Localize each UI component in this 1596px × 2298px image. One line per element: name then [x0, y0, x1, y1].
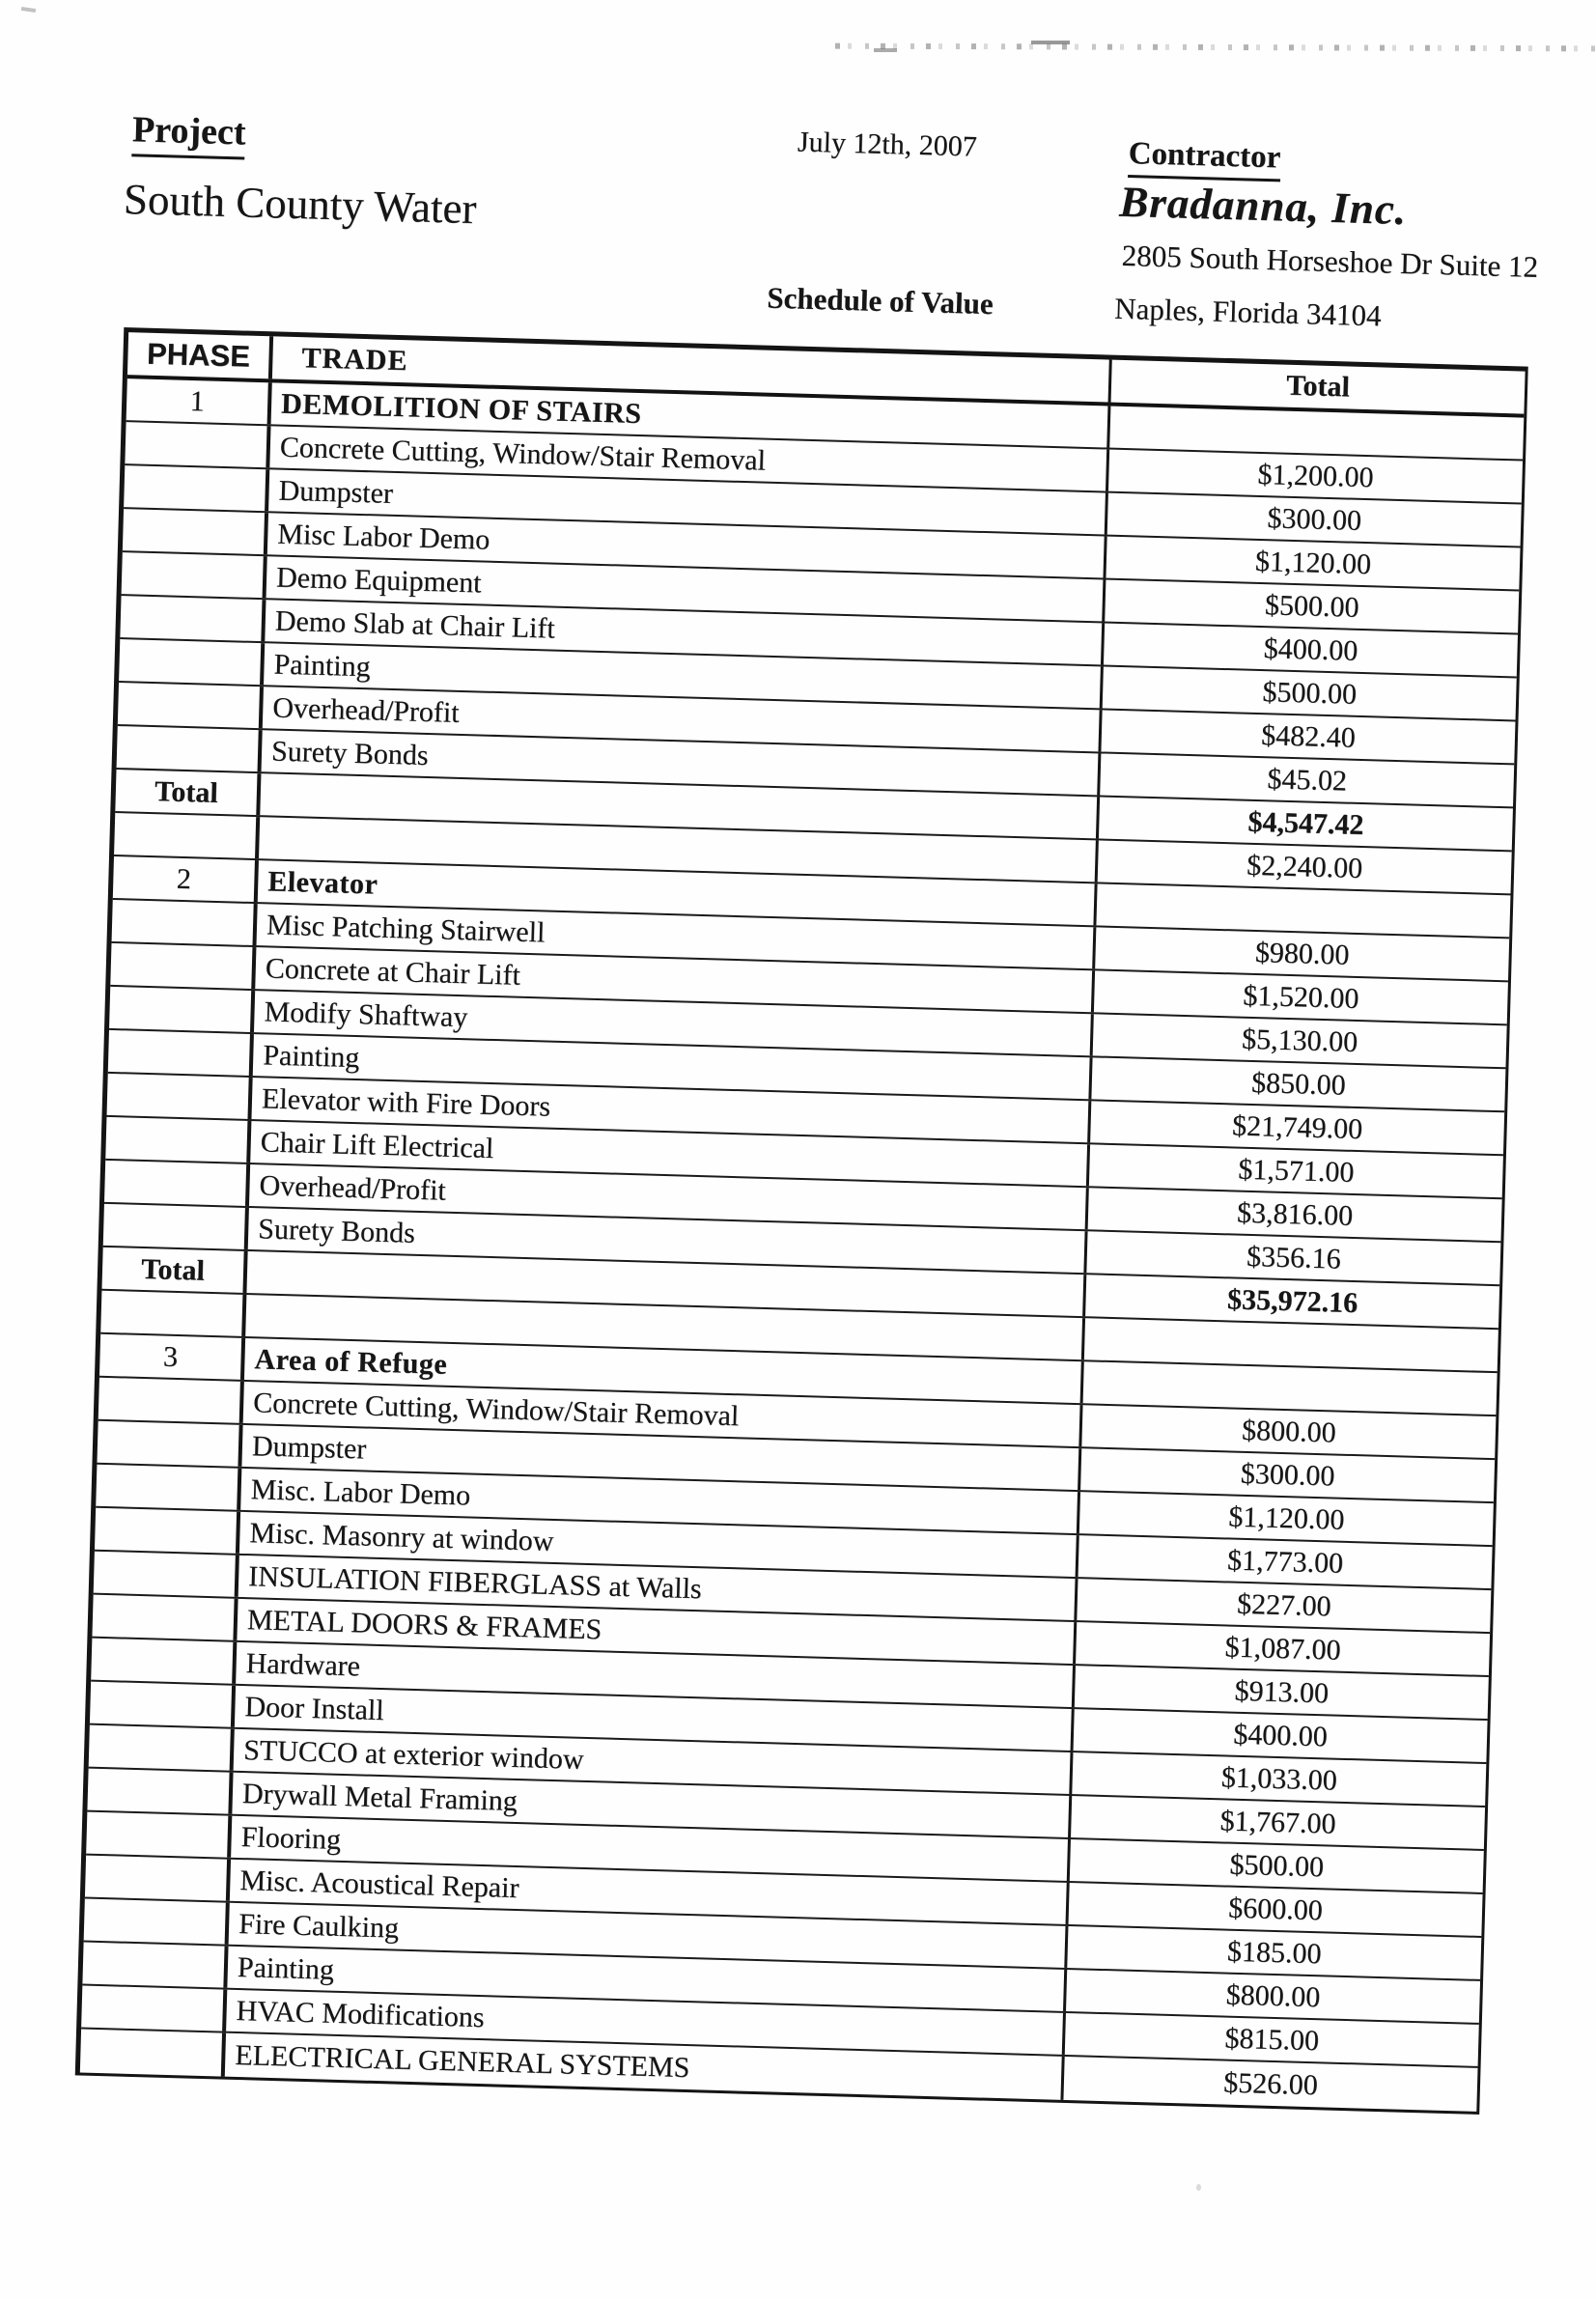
total-cell: $356.16 — [1246, 1240, 1342, 1275]
schedule-title: Schedule of Value — [766, 280, 994, 322]
phase-cell — [80, 2029, 226, 2076]
total-cell: $400.00 — [1232, 1718, 1329, 1752]
phase-cell — [96, 1465, 241, 1510]
trade-cell: Misc Labor Demo — [267, 513, 1107, 577]
project-label: Project — [131, 108, 246, 159]
total-cell: $45.02 — [1267, 762, 1348, 798]
trade-cell: STUCCO at exterior window — [234, 1729, 1074, 1794]
phase-cell — [103, 1204, 249, 1249]
phase-cell — [120, 596, 266, 641]
phase-cell — [124, 465, 269, 511]
phase-cell: 3 — [99, 1334, 245, 1380]
total-cell: $800.00 — [1241, 1414, 1337, 1449]
total-cell: $1,571.00 — [1237, 1153, 1355, 1189]
trade-cell: Surety Bonds — [248, 1208, 1088, 1273]
trade-cell: Elevator with Fire Doors — [251, 1078, 1091, 1142]
trade-cell: Overhead/Profit — [263, 687, 1103, 751]
project-name: South County Water — [123, 174, 478, 234]
phase-cell — [92, 1595, 238, 1640]
trade-cell: DEMOLITION OF STAIRS — [271, 382, 1111, 447]
phase-cell — [122, 552, 267, 598]
trade-cell: Drywall Metal Framing — [232, 1773, 1072, 1837]
trade-cell: Misc. Labor Demo — [240, 1469, 1080, 1533]
phase-cell — [87, 1769, 233, 1814]
phase-cell: 2 — [113, 856, 259, 902]
trade-cell: Chair Lift Electrical — [250, 1121, 1090, 1186]
phase-cell — [89, 1725, 235, 1771]
phase-cell — [85, 1856, 231, 1901]
trade-cell: Demo Slab at Chair Lift — [265, 600, 1105, 664]
total-cell: $500.00 — [1229, 1848, 1325, 1883]
total-cell: $3,816.00 — [1236, 1196, 1354, 1232]
total-cell: $35,972.16 — [1226, 1282, 1358, 1319]
phase-cell — [95, 1508, 240, 1554]
trade-cell: Painting — [264, 643, 1104, 708]
document-date: July 12th, 2007 — [797, 126, 978, 163]
phase-cell — [123, 509, 268, 554]
phase-cell — [91, 1639, 237, 1684]
phase-cell — [81, 1986, 227, 2032]
phase-cell — [110, 943, 256, 989]
phase-cell — [97, 1421, 242, 1467]
total-cell: $5,130.00 — [1241, 1023, 1358, 1058]
total-cell: $1,200.00 — [1257, 458, 1374, 493]
phase-column-header: PHASE — [127, 332, 273, 378]
trade-cell: Door Install — [235, 1686, 1075, 1751]
trade-cell: Overhead/Profit — [249, 1164, 1089, 1229]
total-cell: $1,520.00 — [1243, 979, 1359, 1015]
trade-column-header: TRADE — [272, 336, 1112, 402]
total-cell: $1,033.00 — [1220, 1760, 1338, 1797]
total-cell: $1,120.00 — [1227, 1499, 1345, 1536]
phase-cell — [112, 900, 258, 945]
trade-cell: Misc Patching Stairwell — [257, 904, 1097, 968]
phase-cell — [107, 1074, 253, 1119]
total-cell: $815.00 — [1224, 2022, 1320, 2057]
phase-cell — [100, 1291, 246, 1336]
total-cell: $2,240.00 — [1246, 849, 1363, 884]
trade-cell: Misc. Acoustical Repair — [230, 1860, 1070, 1924]
phase-cell — [114, 813, 260, 858]
table-body — [80, 378, 1524, 2112]
trade-cell: Concrete Cutting, Window/Stair Removal — [243, 1382, 1083, 1446]
trade-cell: Area of Refuge — [244, 1338, 1084, 1403]
phase-cell: Total — [102, 1247, 248, 1293]
trade-cell: INSULATION FIBERGLASS at Walls — [238, 1555, 1078, 1620]
trade-cell: Concrete Cutting, Window/Stair Removal — [269, 426, 1109, 490]
phase-cell — [98, 1378, 244, 1423]
total-cell: $300.00 — [1267, 501, 1362, 537]
trade-cell: HVAC Modifications — [226, 1990, 1066, 2055]
phase-cell — [90, 1682, 236, 1727]
phase-cell — [104, 1161, 250, 1206]
phase-cell: 1 — [126, 378, 272, 424]
phase-cell — [82, 1943, 228, 1988]
trade-cell: ELECTRICAL GENERAL SYSTEMS — [225, 2033, 1065, 2100]
schedule-table — [75, 327, 1528, 2115]
trade-cell: METAL DOORS & FRAMES — [237, 1599, 1077, 1664]
trade-cell: Painting — [253, 1034, 1093, 1099]
trade-cell: Elevator — [258, 860, 1098, 925]
phase-cell — [125, 422, 270, 467]
total-cell: $500.00 — [1262, 675, 1358, 711]
trade-cell: Dumpster — [241, 1425, 1081, 1490]
total-cell: $1,120.00 — [1254, 545, 1372, 580]
total-cell: $400.00 — [1263, 631, 1358, 667]
total-cell: $600.00 — [1227, 1892, 1324, 1926]
total-cell: $300.00 — [1240, 1457, 1335, 1493]
trade-cell: Misc. Masonry at window — [239, 1512, 1079, 1577]
trade-cell: Demo Equipment — [266, 556, 1106, 621]
phase-cell — [109, 987, 255, 1032]
total-cell: $800.00 — [1225, 1978, 1321, 2013]
trade-cell: Hardware — [236, 1642, 1076, 1707]
total-cell: $913.00 — [1234, 1674, 1330, 1709]
total-cell: $500.00 — [1264, 588, 1359, 624]
phase-cell — [117, 726, 263, 771]
total-cell: $1,087.00 — [1224, 1630, 1342, 1667]
trade-cell: Modify Shaftway — [254, 991, 1094, 1055]
total-column-header: Total — [1285, 369, 1351, 404]
contractor-address-line2: Naples, Florida 34104 — [1113, 291, 1383, 333]
trade-cell: Painting — [227, 1947, 1067, 2011]
total-cell: $21,749.00 — [1231, 1108, 1363, 1145]
phase-cell — [84, 1899, 230, 1945]
total-cell: $185.00 — [1226, 1935, 1322, 1970]
total-cell: $482.40 — [1260, 718, 1357, 754]
total-cell: $850.00 — [1250, 1066, 1347, 1102]
trade-cell: Dumpster — [268, 469, 1108, 534]
phase-cell — [94, 1552, 239, 1597]
contractor-address-line1: 2805 South Horseshoe Dr Suite 12 — [1121, 238, 1539, 284]
total-cell: $1,767.00 — [1219, 1804, 1337, 1840]
trade-cell: Concrete at Chair Lift — [255, 947, 1095, 1012]
total-cell: $526.00 — [1222, 2066, 1319, 2101]
contractor-name: Bradanna, Inc. — [1118, 177, 1408, 235]
trade-cell: Flooring — [231, 1816, 1071, 1881]
phase-cell — [118, 683, 264, 728]
total-cell: $1,773.00 — [1226, 1543, 1344, 1580]
phase-cell — [119, 639, 265, 685]
phase-cell — [86, 1812, 232, 1858]
phase-cell — [105, 1117, 251, 1163]
phase-cell: Total — [115, 770, 261, 815]
phase-cell — [108, 1030, 254, 1076]
contractor-label: Contractor — [1128, 136, 1281, 182]
total-cell: $980.00 — [1254, 936, 1350, 971]
trade-cell: Surety Bonds — [262, 730, 1102, 795]
trade-cell: Fire Caulking — [229, 1903, 1069, 1968]
total-cell: $227.00 — [1236, 1587, 1332, 1622]
total-cell: $4,547.42 — [1247, 805, 1364, 841]
